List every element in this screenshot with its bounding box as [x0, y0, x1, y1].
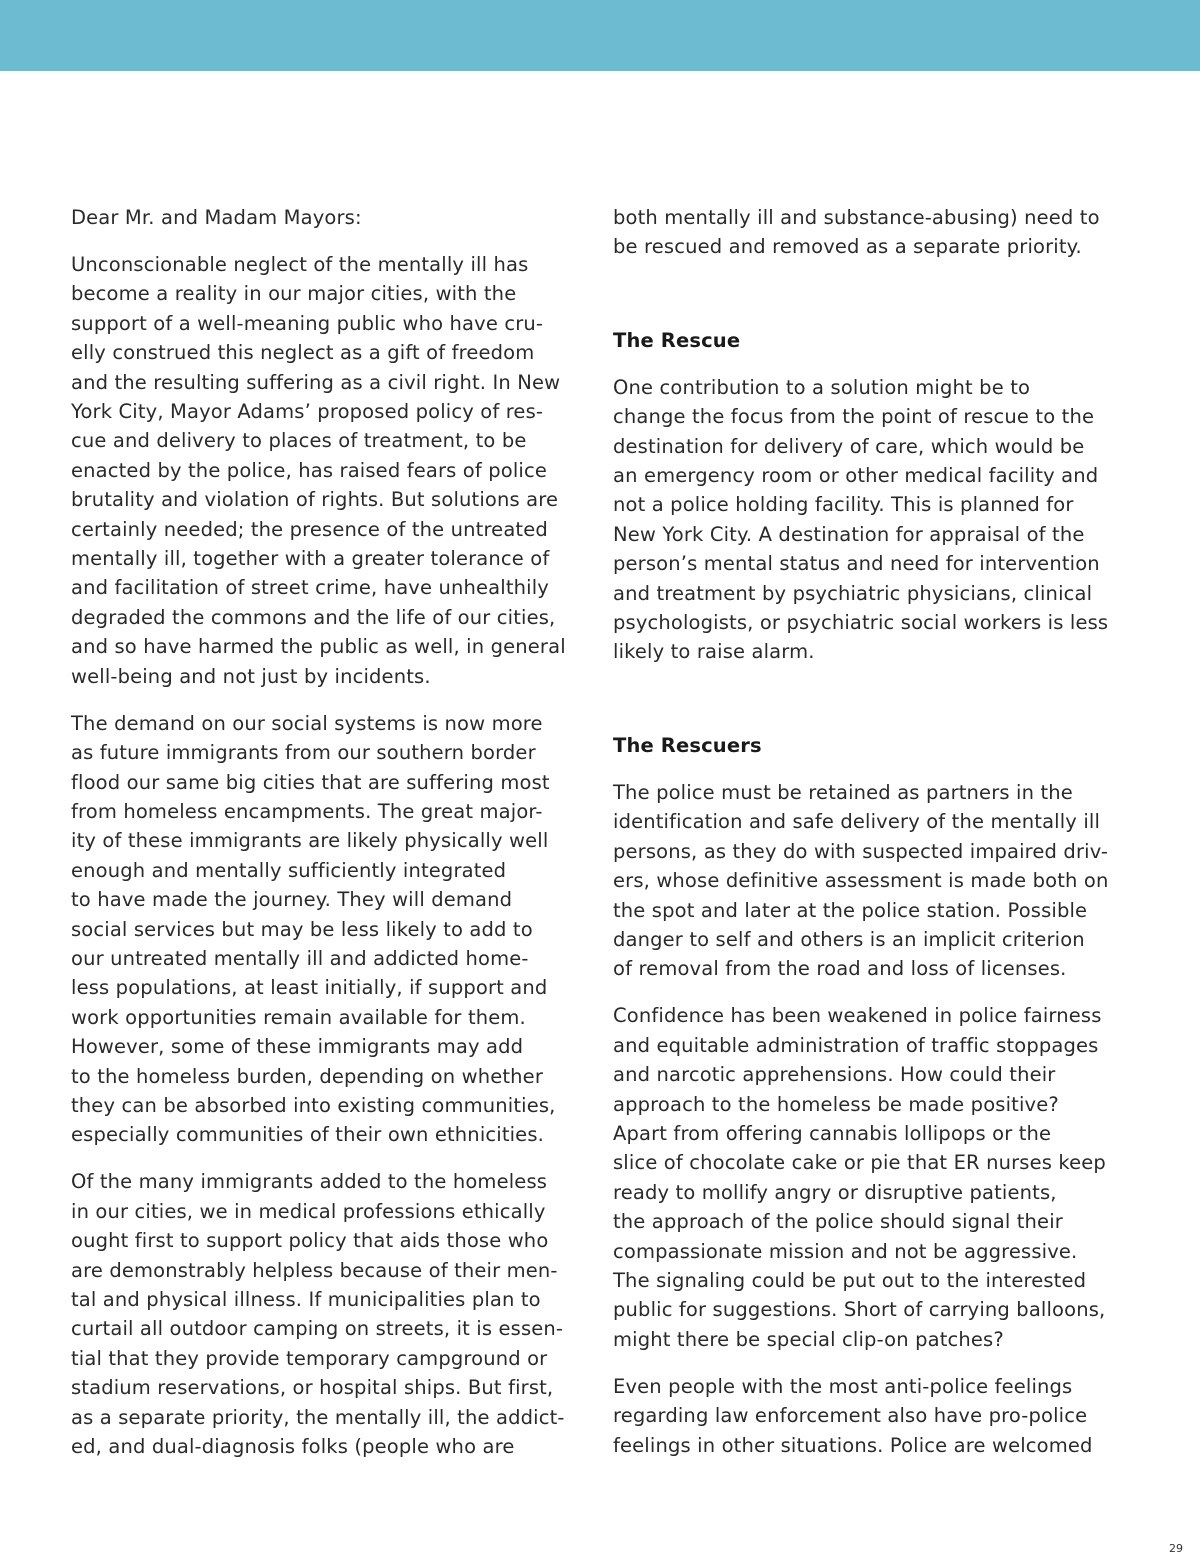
body-paragraph: Confidence has been weakened in police fairness and equitable administration of traffic stoppages and narcotic apprehensions. How could their approach to the homeless be made positive? Apart from offering cannabis lollipops or the slice of chocolate cake or pie that ER nurses keep ready to mollify angry or disruptive patients, the approach of the police should signal their compassionate mission and not be aggressive. The signaling could be put out to the interested public for suggestions. Short of carrying balloons, might there be special clip-on patches?: [613, 1004, 1106, 1351]
body-paragraph: One contribution to a solution might be to change the focus from the point of rescue to the destination for delivery of care, which would be an emergency room or other medical facility and not a police holding facility. This is planned for New York City. A destination for appraisal of the person’s mental status and need for intervention and treatment by psychiatric physicians, clinical psychologists, or psychiatric social workers is less likely to raise alarm.: [613, 375, 1109, 664]
continued-paragraph: both mentally ill and substance-abusing) need to be rescued and removed as a separate priority.: [613, 206, 1100, 259]
salutation: Dear Mr. and Madam Mayors:: [71, 206, 362, 229]
header-color-band: [0, 0, 1200, 71]
section-heading-rescuers: The Rescuers: [613, 733, 762, 757]
left-column: [71, 203, 591, 1479]
body-paragraph: Of the many immigrants added to the homeless in our cities, we in medical professions ethically ought first to support policy that aids those who are demonstrably helpless because of their men- tal and physical illness. If municipalities plan to curtail all outdoor camping on streets, it is essen- tial that they provide temporary campground or stadium reservations, or hospital ships. But first, as a separate priority, the mentally ill, the addict- ed, and dual-diagnosis folks (people who are: [71, 1170, 565, 1459]
body-paragraph: Even people with the most anti-police feelings regarding law enforcement also have pro-police feelings in other situations. Police are welcomed: [613, 1374, 1093, 1457]
body-paragraph: Unconscionable neglect of the mentally ill has become a reality in our major cities, with the support of a well-meaning public who have cru- elly construed this neglect as a gift of freedom and the resulting suffering as a civil right. In New York City, Mayor Adams’ proposed policy of res- cue and delivery to places of treatment, to be enacted by the police, has raised fears of police brutality and violation of rights. But solutions are certainly needed; the presence of the untreated mentally ill, together with a greater tolerance of and facilitation of street crime, have unhealthily degraded the commons and the life of our cities, and so have harmed the public as well, in general well-being and not just by incidents.: [71, 253, 566, 688]
body-paragraph: The demand on our social systems is now more as future immigrants from our southern border flood our same big cities that are suffering most from homeless encampments. The great major- ity of these immigrants are likely physically well enough and mentally sufficiently integrated to have made the journey. They will demand social services but may be less likely to add to our untreated mentally ill and addicted home- less populations, at least initially, if support and work opportunities remain available for them. However, some of these immigrants may add to the homeless burden, depending on whether they can be absorbed into existing communities, especially communities of their own ethnicities.: [71, 711, 556, 1147]
right-column: [613, 203, 1133, 1478]
body-paragraph: The police must be retained as partners in the identification and safe delivery of the mentally ill persons, as they do with suspected impaired driv- ers, whose definitive assessment is made both on the spot and later at the police station. Possible danger to self and others is an implicit criterion of removal from the road and loss of licenses.: [613, 780, 1109, 981]
section-heading-rescue: The Rescue: [613, 328, 741, 352]
page-number: 29: [1169, 1542, 1183, 1555]
